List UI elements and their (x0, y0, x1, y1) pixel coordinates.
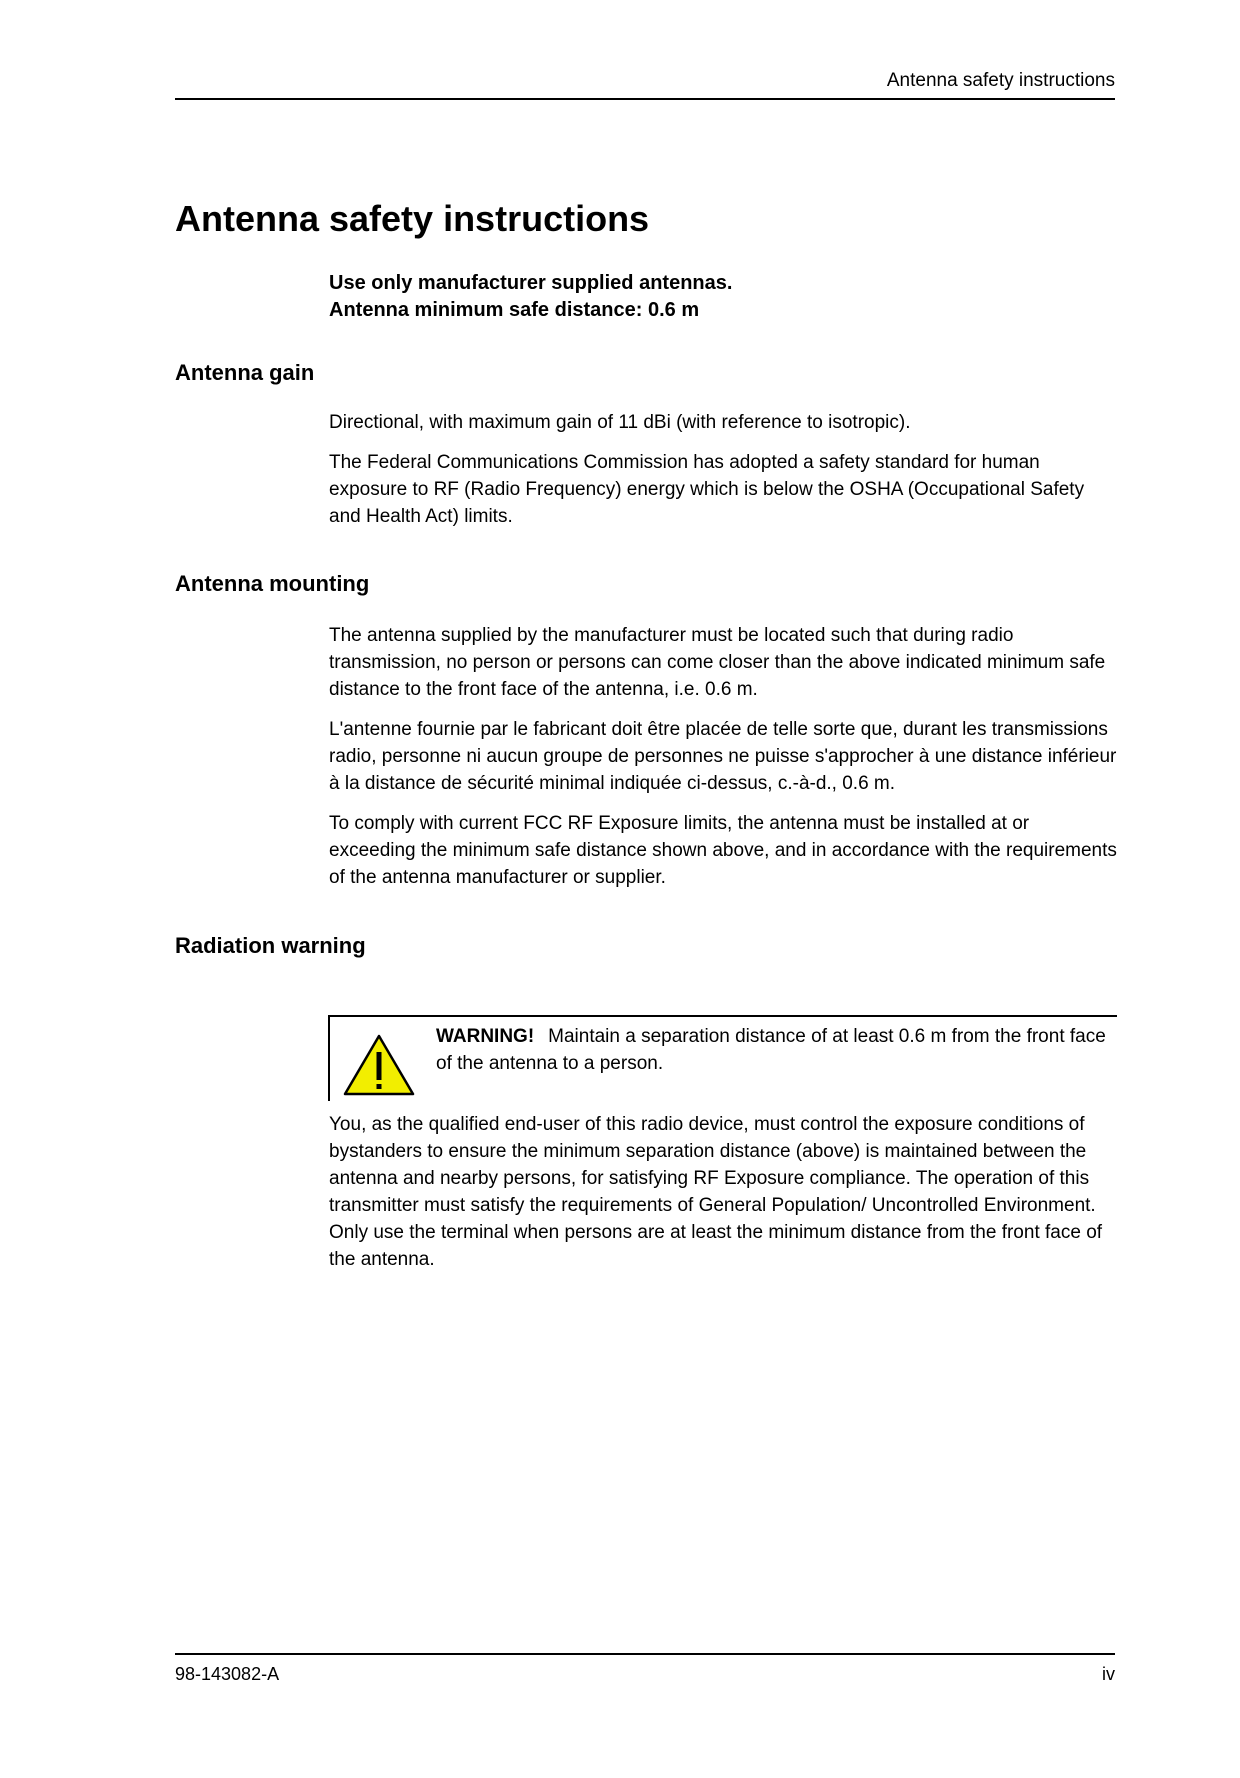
running-header: Antenna safety instructions (886, 70, 1115, 91)
section-body-antenna-mounting (329, 622, 1117, 904)
footer-rule (175, 1653, 1115, 1655)
intro-line-safe-distance: Antenna minimum safe distance: 0.6 m (329, 299, 700, 321)
paragraph-fcc-compliance: To comply with current FCC RF Exposure limits, the antenna must be installed at or exceeding the minimum safe distance shown above, and in accordance with the requirements of the antenna manufacturer or supplier. (329, 813, 1117, 888)
paragraph-fcc-standard: The Federal Communications Commission has adopted a safety standard for human exposure to RF (Radio Frequency) energy which is below the OSHA (Occupational Safety and Health Act) limits. (329, 452, 1085, 527)
warning-label: WARNING! (436, 1026, 535, 1047)
paragraph-gain-directional: Directional, with maximum gain of 11 dBi (with reference to isotropic). (329, 412, 911, 433)
warning-text: Maintain a separation distance of at least 0.6 m from the front face of the antenna to a person. (436, 1026, 1106, 1074)
intro-line-antennas: Use only manufacturer supplied antennas. (329, 272, 733, 294)
warning-message (436, 1023, 1106, 1077)
footer-page-number: iv (1102, 1664, 1115, 1684)
intro-notice (329, 270, 1115, 324)
paragraph-end-user-responsibility: You, as the qualified end-user of this radio device, must control the exposure conditions of bystanders to ensure the minimum separation distance (above) is maintained between the antenna and nearby persons, for satisfying RF Exposure compliance. The operation of this transmitter must satisfy the requirements of General Population/ Uncontrolled Environment. Only use the terminal when persons are at least the minimum distance from the front face of the antenna. (329, 1114, 1103, 1270)
section-heading-antenna-gain: Antenna gain (175, 360, 315, 385)
footer-document-number: 98-143082-A (175, 1664, 280, 1684)
page-title: Antenna safety instructions (175, 198, 650, 239)
warning-box (328, 1015, 1117, 1101)
section-body-antenna-gain (329, 409, 1117, 543)
section-body-radiation-warning (329, 1111, 1117, 1286)
section-heading-radiation-warning: Radiation warning (175, 933, 366, 958)
header-rule (175, 98, 1115, 100)
warning-triangle-icon (343, 1033, 415, 1097)
paragraph-mounting-french: L'antenne fournie par le fabricant doit être placée de telle sorte que, durant les transmissions radio, personne ni aucun groupe de personnes ne puisse s'approcher à une distance inférieur à la distance de sécurité minimal indiquée ci-dessus, c.-à-d., 0.6 m. (329, 719, 1117, 794)
paragraph-mounting-english: The antenna supplied by the manufacturer must be located such that during radio transmission, no person or persons can come closer than the above indicated minimum safe distance to the front face of the antenna, i.e. 0.6 m. (329, 625, 1106, 700)
section-heading-antenna-mounting: Antenna mounting (175, 571, 370, 596)
